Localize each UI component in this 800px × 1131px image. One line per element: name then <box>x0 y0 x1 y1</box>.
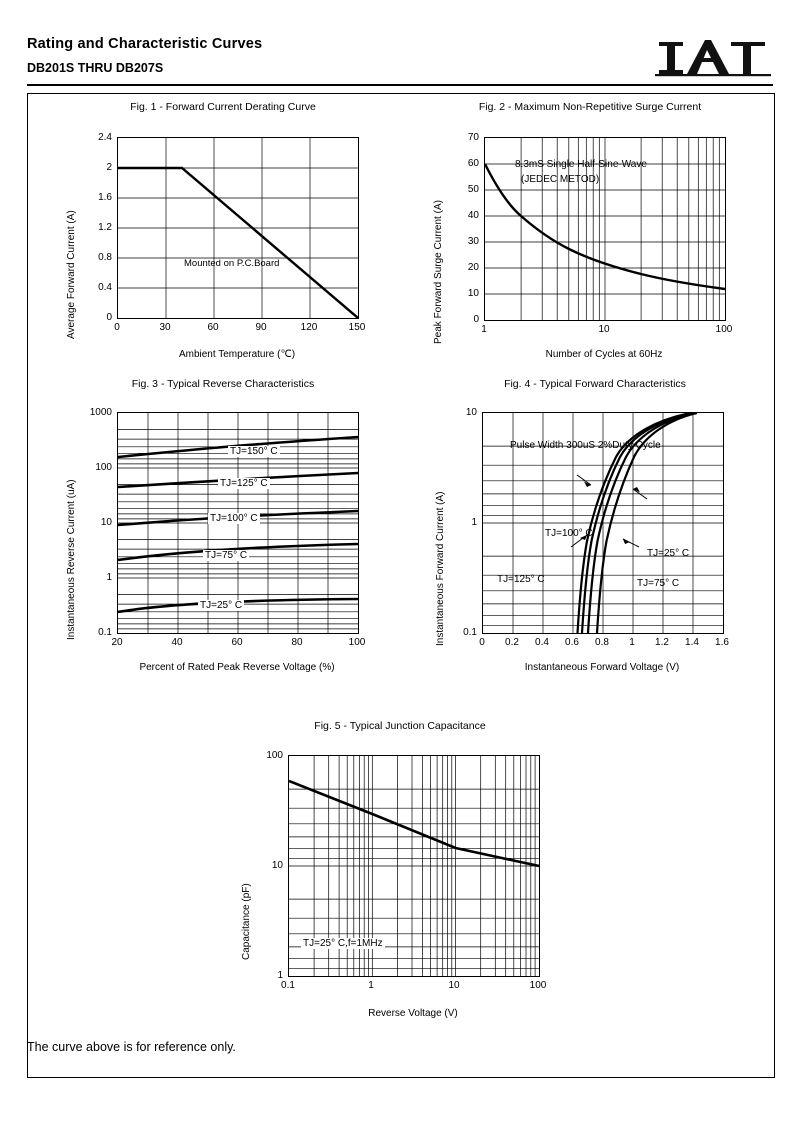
page-subtitle: DB201S THRU DB207S <box>27 61 164 75</box>
figure-3-xtick-0: 20 <box>111 637 123 648</box>
figure-1-xtick-5: 150 <box>348 322 366 333</box>
figure-1-ylabel: Average Forward Current (A) <box>66 210 77 339</box>
figure-3 <box>58 378 388 673</box>
figure-2-annotation-1: 8.3mS Single Half-Sine-Wave <box>515 159 647 170</box>
figure-5-xtick-1: 1 <box>368 980 374 991</box>
figure-1-ytick-2: 0.8 <box>98 252 112 263</box>
figure-3-caption: Fig. 3 - Typical Reverse Characteristics <box>131 378 315 390</box>
figure-3-curve-label-3: TJ=75° C <box>205 550 248 561</box>
figure-5-caption: Fig. 5 - Typical Junction Capacitance <box>314 720 486 732</box>
figure-1-xtick-2: 60 <box>207 322 219 333</box>
figure-1-ytick-1: 0.4 <box>98 282 112 293</box>
figure-4-ytick-1: 1 <box>471 517 477 528</box>
figure-4 <box>425 378 765 673</box>
figure-3-curve-label-4: TJ=25° C <box>200 600 243 611</box>
figure-3-curve-label-1: TJ=125° C <box>220 478 268 489</box>
figure-4-caption: Fig. 4 - Typical Forward Characteristics <box>504 378 686 390</box>
figure-2-xtick-1: 10 <box>598 324 610 335</box>
figure-5-xlabel: Reverse Voltage (V) <box>368 1008 458 1019</box>
figure-3-ylabel: Instantaneous Reverse Current (uA) <box>66 479 77 640</box>
figure-2-xtick-0: 1 <box>481 324 487 335</box>
figure-2-ytick-4: 40 <box>467 210 479 221</box>
figure-4-xtick-0: 0 <box>479 637 485 648</box>
figure-4-ytick-0: 0.1 <box>463 627 477 638</box>
figure-2-ytick-5: 50 <box>467 184 479 195</box>
figure-1-xtick-1: 30 <box>159 322 171 333</box>
figure-3-curve-label-2: TJ=100° C <box>210 513 258 524</box>
figure-1-ytick-3: 1.2 <box>98 222 112 233</box>
figure-4-curve-label-1: TJ=125° C <box>497 574 545 585</box>
figure-3-ytick-2: 10 <box>100 517 112 528</box>
figure-2-ytick-0: 0 <box>473 314 479 325</box>
figure-2-xlabel: Number of Cycles at 60Hz <box>545 349 663 360</box>
figure-4-annotation: Pulse Width 300uS 2%Duty Cycle <box>510 440 661 451</box>
figure-2-caption: Fig. 2 - Maximum Non-Repetitive Surge Current <box>478 101 702 113</box>
figure-1-xlabel: Ambient Temperature (℃) <box>178 349 296 360</box>
figure-1-caption: Fig. 1 - Forward Current Derating Curve <box>130 101 316 113</box>
figure-2-ytick-1: 10 <box>467 288 479 299</box>
figure-4-curve-label-0: TJ=100° C <box>545 528 593 539</box>
figure-3-xtick-3: 80 <box>291 637 303 648</box>
figure-4-curve-label-3: TJ=75° C <box>637 578 680 589</box>
figure-4-xtick-1: 0.2 <box>505 637 519 648</box>
figure-3-xtick-2: 60 <box>231 637 243 648</box>
figure-4-xtick-6: 1.2 <box>655 637 669 648</box>
figure-1-annotation: Mounted on P.C.Board <box>184 258 280 269</box>
figure-1-xtick-0: 0 <box>114 322 120 333</box>
footnote: The curve above is for reference only. <box>27 1040 236 1054</box>
figure-5-xtick-2: 10 <box>448 980 460 991</box>
figure-4-ylabel: Instantaneous Forward Current (A) <box>435 491 446 646</box>
figure-5-xtick-3: 100 <box>529 980 547 991</box>
figure-2 <box>425 101 755 366</box>
figure-4-xtick-2: 0.4 <box>535 637 549 648</box>
figure-4-xtick-7: 1.4 <box>685 637 699 648</box>
figure-2-xtick-2: 100 <box>715 324 733 335</box>
figure-5-ytick-2: 100 <box>266 750 283 761</box>
figure-3-ytick-1: 1 <box>106 572 112 583</box>
figure-4-xlabel: Instantaneous Forward Voltage (V) <box>524 662 680 673</box>
figure-1-ytick-0: 0 <box>106 312 112 323</box>
figure-4-curve-label-2: TJ=25° C <box>647 548 690 559</box>
figure-2-ytick-6: 60 <box>467 158 479 169</box>
figure-5 <box>235 720 565 1035</box>
figure-2-annotation-2: (JEDEC METOD) <box>521 174 600 185</box>
figure-1-ytick-4: 1.6 <box>98 192 112 203</box>
figure-2-ylabel: Peak Forward Surge Current (A) <box>433 200 444 344</box>
figure-3-ytick-4: 1000 <box>89 407 112 418</box>
ha-logo <box>653 34 773 78</box>
figure-4-xtick-3: 0.6 <box>565 637 579 648</box>
figure-3-curve-label-0: TJ=150° C <box>230 446 278 457</box>
page-title: Rating and Characteristic Curves <box>27 36 263 52</box>
figure-5-ytick-1: 10 <box>271 860 283 871</box>
figure-1-ytick-6: 2.4 <box>98 132 112 143</box>
figure-1-plot <box>117 137 359 319</box>
header-divider <box>27 84 773 86</box>
figure-2-ytick-7: 70 <box>467 132 479 143</box>
figure-5-ylabel: Capacitance (pF) <box>241 883 252 960</box>
figure-4-xtick-4: 0.8 <box>595 637 609 648</box>
figure-4-ytick-2: 10 <box>465 407 477 418</box>
figure-2-ytick-3: 30 <box>467 236 479 247</box>
figure-5-ytick-0: 1 <box>277 970 283 981</box>
figure-3-ytick-0: 0.1 <box>98 627 112 638</box>
figure-5-annotation: TJ=25° C,f=1MHz <box>303 938 383 949</box>
figure-4-xtick-8: 1.6 <box>715 637 729 648</box>
figure-3-xlabel: Percent of Rated Peak Reverse Voltage (%) <box>139 662 335 673</box>
figure-2-ytick-2: 20 <box>467 262 479 273</box>
figure-3-ytick-3: 100 <box>95 462 112 473</box>
figure-3-xtick-1: 40 <box>171 637 183 648</box>
figure-4-xtick-5: 1 <box>629 637 635 648</box>
figure-5-xtick-0: 0.1 <box>281 980 295 991</box>
figure-3-xtick-4: 100 <box>348 637 366 648</box>
figure-1-ytick-5: 2 <box>106 162 112 173</box>
figure-1 <box>58 101 388 366</box>
figure-1-xtick-3: 90 <box>255 322 267 333</box>
figure-1-xtick-4: 120 <box>300 322 318 333</box>
